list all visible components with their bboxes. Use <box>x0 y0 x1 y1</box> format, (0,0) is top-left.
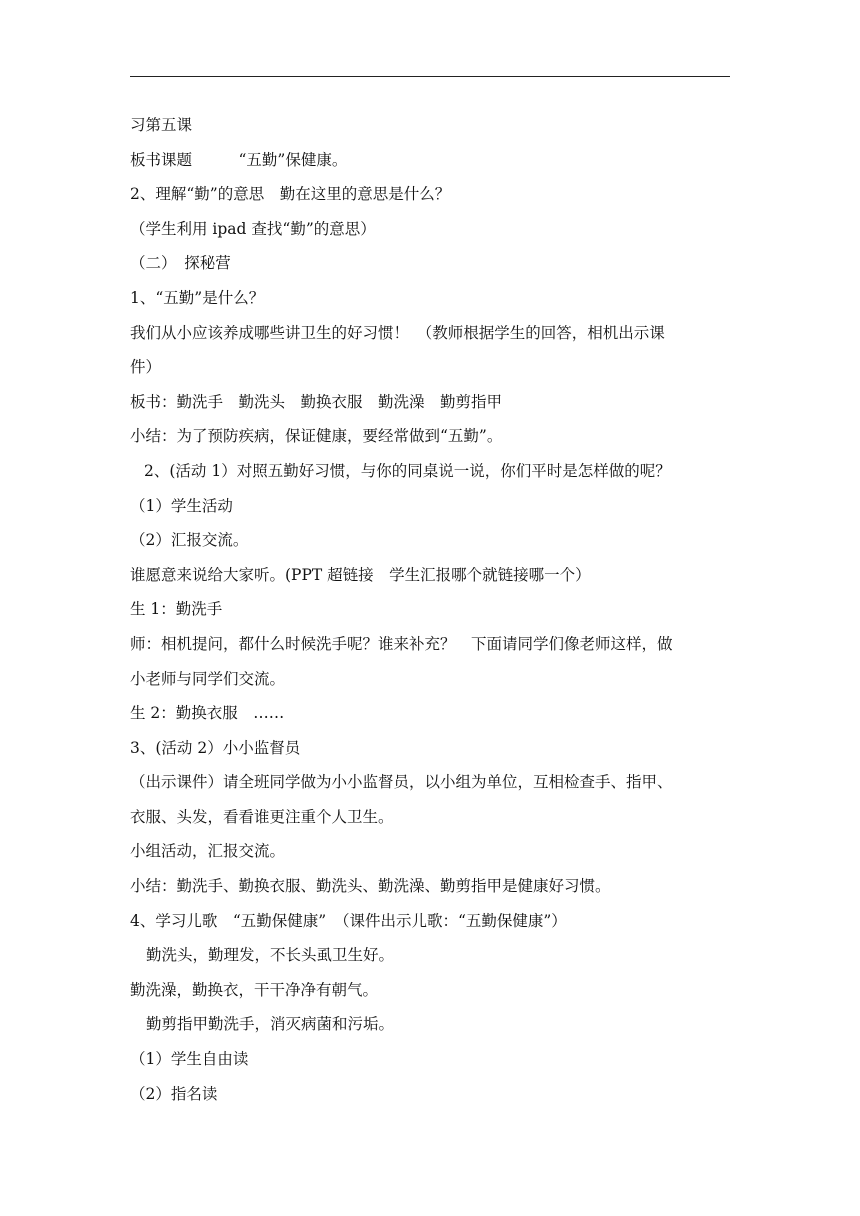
text-line: 小结：为了预防疾病，保证健康，要经常做到“五勤”。 <box>130 427 503 446</box>
text-line: 3、(活动 2）小小监督员 <box>130 738 301 757</box>
text-line: （1）学生活动 <box>130 496 233 515</box>
text-line: （2）指名读 <box>130 1084 218 1103</box>
text-line: 生 1：勤洗手 <box>130 600 223 619</box>
text-line: 我们从小应该养成哪些讲卫生的好习惯！ （教师根据学生的回答，相机出示课 <box>130 323 665 342</box>
text-line: 生 2：勤换衣服 …… <box>130 704 285 723</box>
text-line: 小结：勤洗手、勤换衣服、勤洗头、勤洗澡、勤剪指甲是健康好习惯。 <box>130 877 611 896</box>
text-line: 1、“五勤”是什么？ <box>130 288 265 307</box>
text-line: 2、(活动 1）对照五勤好习惯，与你的同桌说一说，你们平时是怎样做的呢？ <box>144 461 671 480</box>
text-line: （出示课件）请全班同学做为小小监督员，以小组为单位，互相检查手、指甲、 <box>130 773 673 792</box>
poem-line: 勤剪指甲勤洗手，消灭病菌和污垢。 <box>146 1015 395 1034</box>
text-line: 谁愿意来说给大家听。(PPT 超链接 学生汇报哪个就链接哪一个） <box>130 565 591 584</box>
text-line: 件） <box>130 358 162 377</box>
text-line: （学生利用 ipad 查找“勤”的意思） <box>130 219 376 238</box>
text-line: （二） 探秘营 <box>130 254 231 273</box>
text-line: 4、学习儿歌 “五勤保健康” （课件出示儿歌：“五勤保健康”） <box>130 911 567 930</box>
text-line: 衣服、头发，看看谁更注重个人卫生。 <box>130 807 394 826</box>
text-line: （2）汇报交流。 <box>130 531 249 550</box>
text-line: 小组活动，汇报交流。 <box>130 842 286 861</box>
document-body <box>130 108 734 1111</box>
poem-line: 勤洗头，勤理发，不长头虱卫生好。 <box>146 946 395 965</box>
text-line: 板书课题 “五勤”保健康。 <box>130 150 348 169</box>
text-line: 师：相机提问，都什么时候洗手呢？谁来补充？ 下面请同学们像老师这样，做 <box>130 634 673 653</box>
text-line: 小老师与同学们交流。 <box>130 669 286 688</box>
poem-line: 勤洗澡，勤换衣，干干净净有朝气。 <box>130 980 379 999</box>
text-line: 板书：勤洗手 勤洗头 勤换衣服 勤洗澡 勤剪指甲 <box>130 392 503 411</box>
header-rule <box>130 76 730 77</box>
text-line: （1）学生自由读 <box>130 1050 249 1069</box>
text-line: 2、理解“勤”的意思 勤在这里的意思是什么？ <box>130 185 451 204</box>
text-line: 习第五课 <box>130 116 193 134</box>
